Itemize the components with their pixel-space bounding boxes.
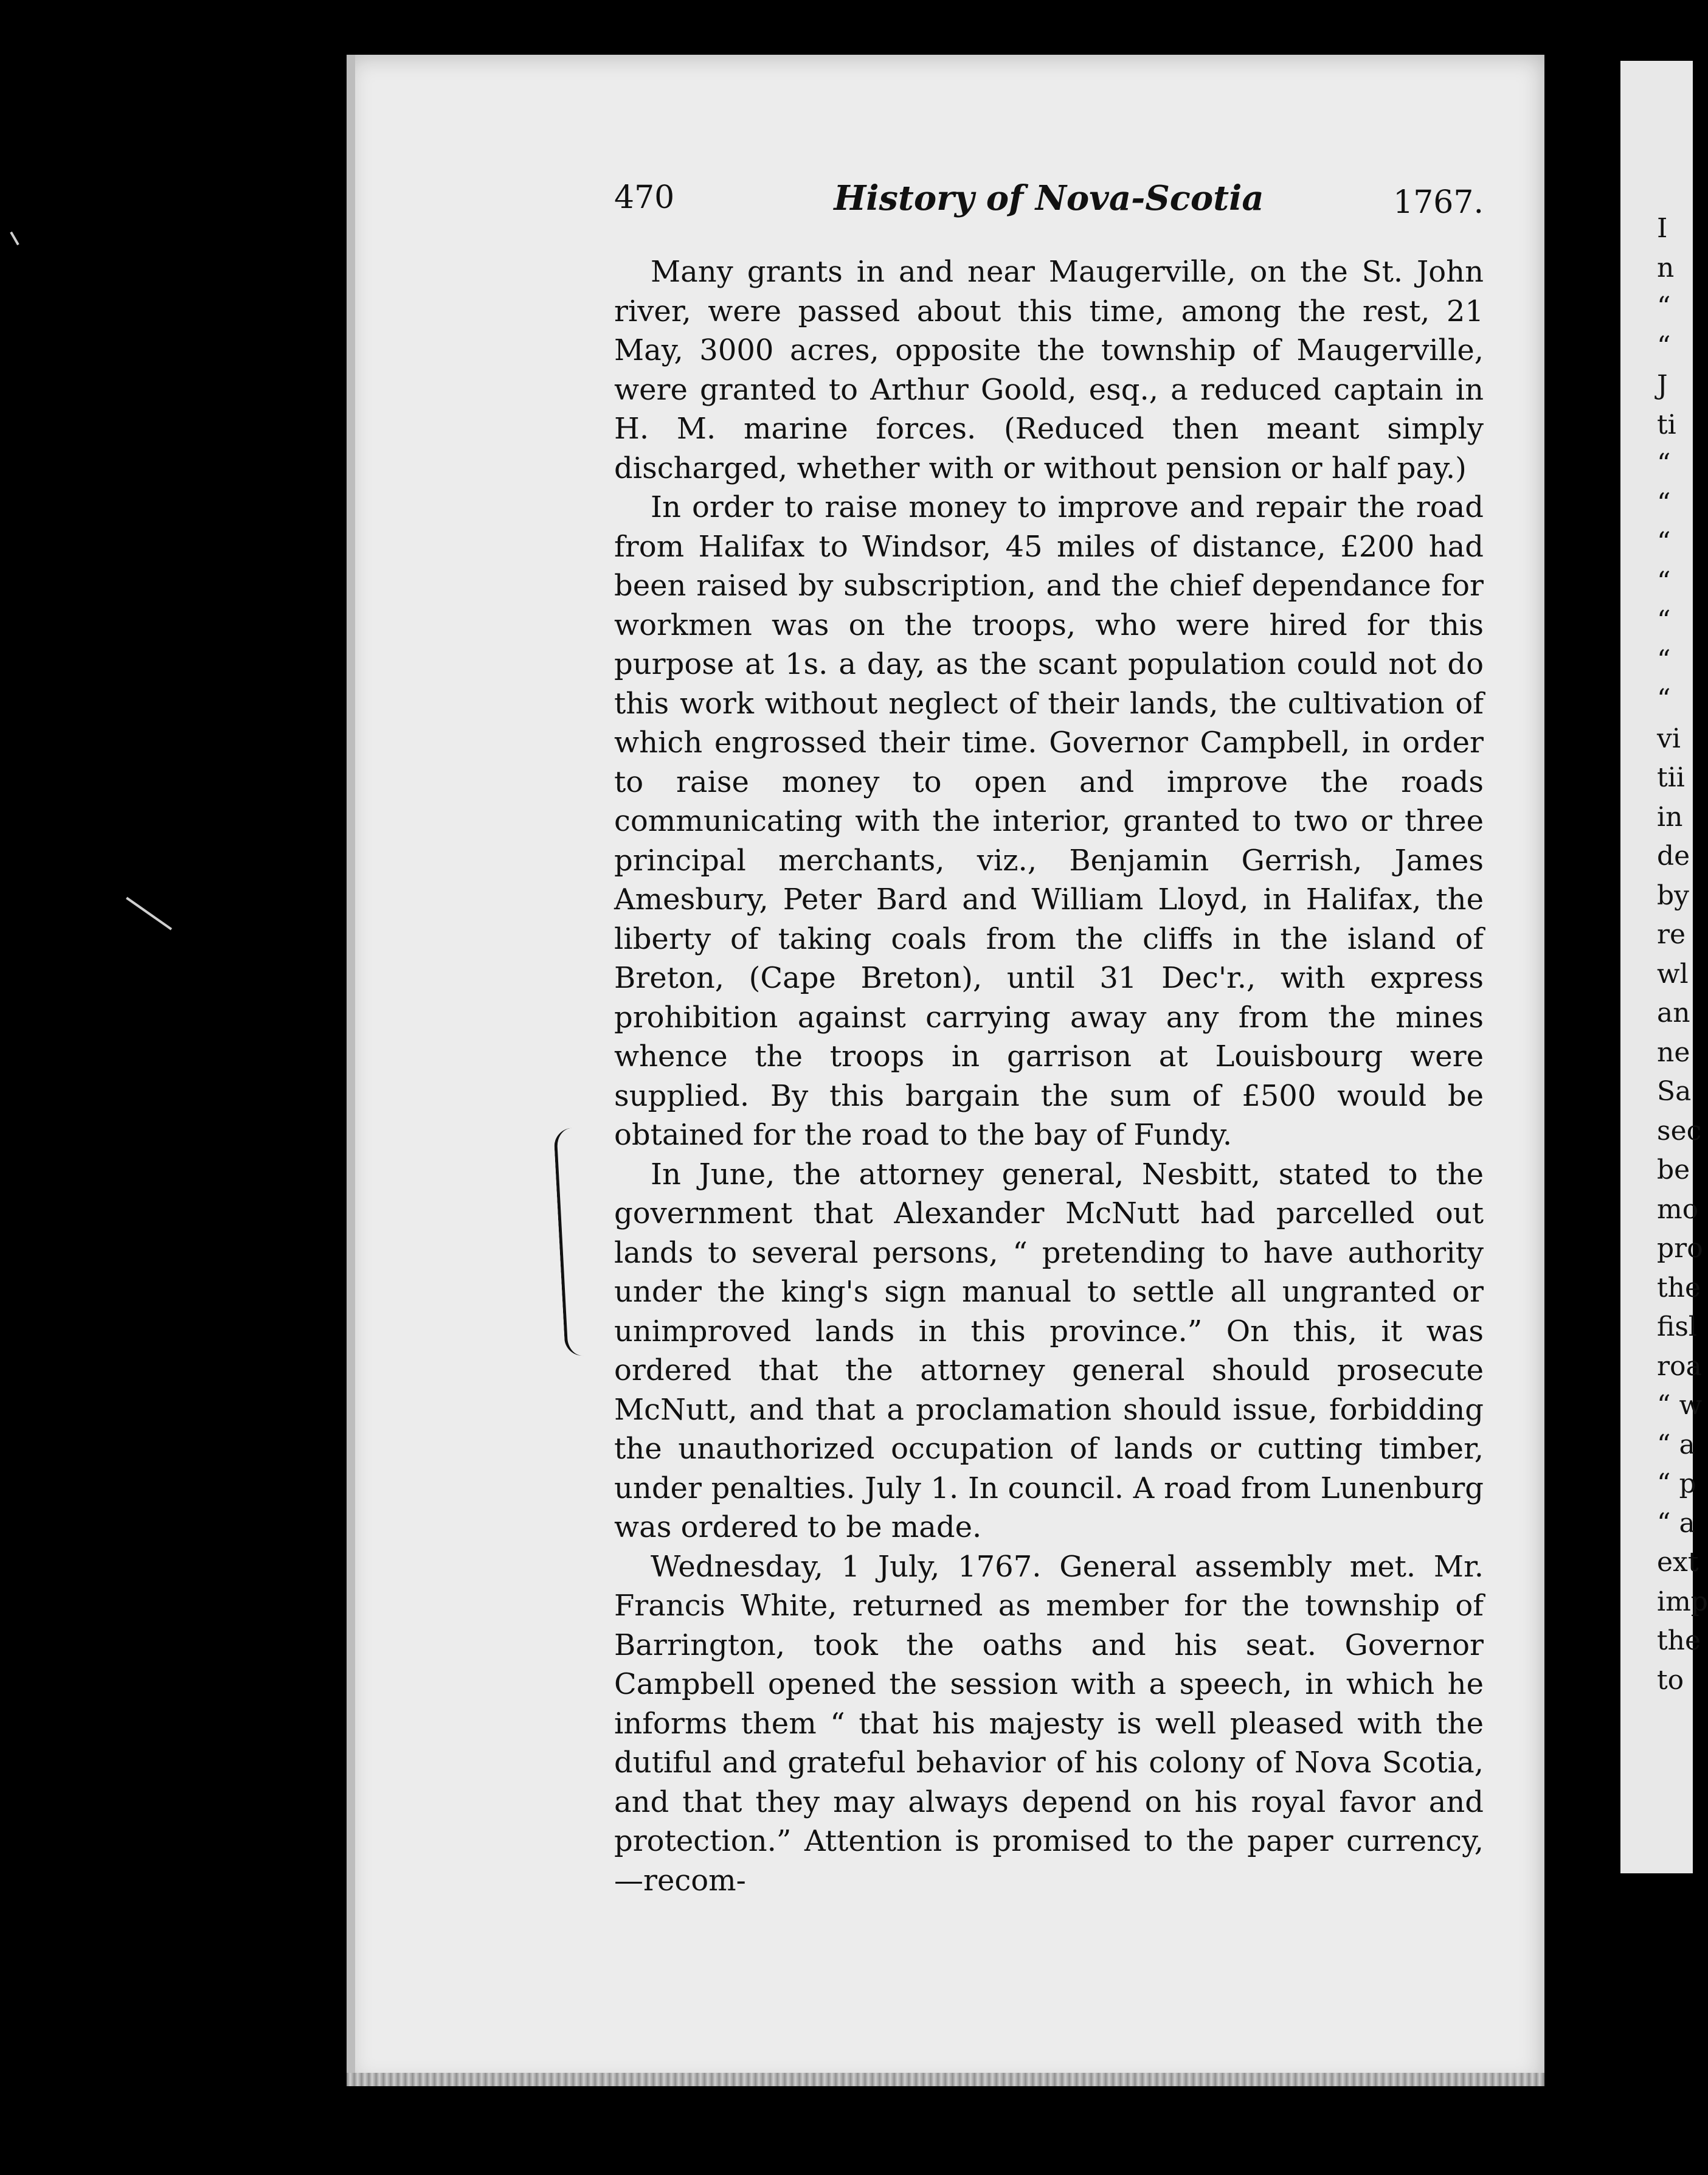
adjacent-page-fragment: “: [1657, 605, 1671, 636]
adjacent-page-fragment: “ w: [1657, 1390, 1703, 1421]
adjacent-page-fragment: be: [1657, 1154, 1690, 1185]
adjacent-page-fragment: an: [1657, 997, 1690, 1029]
page-gutter: [347, 55, 355, 2086]
adjacent-page-fragment: sec: [1657, 1115, 1702, 1146]
adjacent-page-fragment: pro: [1657, 1233, 1703, 1264]
adjacent-page-fragment: vi: [1657, 723, 1681, 754]
adjacent-page-fragment: the: [1657, 1272, 1701, 1303]
adjacent-page-fragment: “: [1657, 448, 1671, 479]
page-bottom-edge: [347, 2073, 1544, 2086]
adjacent-page-fragment: “: [1657, 527, 1671, 558]
adjacent-page-fragment: “: [1657, 566, 1671, 597]
adjacent-page-fragment: the: [1657, 1625, 1701, 1656]
paragraph: In order to raise money to improve and repair the road from Halifax to Windsor, 45 miles of distance, £200 had been raised by subscription, and the chief dependance for workmen was on the troops, who were hired for this purpose at 1s. a day, as the scant population could not do this work without neglect of their lands, the cultivation of which engrossed their time. Governor Campbell, in order to raise money to open and improve the roads communicating with the interior, granted to two or three principal merchants, viz., Benjamin Gerrish, James Amesbury, Peter Bard and William Lloyd, in Halifax, the liberty of taking coals from the cliffs in the island of Breton, (Cape Breton), until 31 Dec'r., with express prohibition against carrying away any from the mines whence the troops in garrison at Louisbourg were supplied. By this bargain the sum of £500 would be obtained for the road to the bay of Fundy.: [614, 490, 1484, 1152]
adjacent-page-fragment: “: [1657, 684, 1671, 715]
page-content: [614, 179, 1484, 1900]
adjacent-page-fragment: wl: [1657, 958, 1689, 990]
paragraph: In June, the attorney general, Nesbitt, stated to the government that Alexander McNutt had parcelled out lands to several persons, “ pretending to have authority under the king's sign manual to settle all ungranted or unimproved lands in this province.” On this, it was ordered that the attorney general should prosecute McNutt, and that a proclamation should issue, forbidding the unauthorized occupation of lands or cutting timber, under penalties. July 1. In council. A road from Lunenburg was ordered to be made.: [614, 1157, 1484, 1544]
adjacent-page-sliver: [1620, 61, 1708, 1873]
adjacent-page-fragment: “: [1657, 644, 1671, 676]
paragraph: Many grants in and near Maugerville, on the St. John river, were passed about this time, among the rest, 21 May, 3000 acres, opposite the township of Maugerville, were granted to Arthur Goold, esq., a reduced captain in H. M. marine forces. (Reduced then meant simply discharged, whether with or without pension or half pay.): [614, 255, 1484, 485]
adjacent-page-fragment: re: [1657, 919, 1686, 950]
adjacent-page-fragment: to: [1657, 1664, 1684, 1696]
running-year: 1767.: [1393, 184, 1484, 221]
adjacent-page-fragment: Sa: [1657, 1076, 1692, 1107]
adjacent-page-fragment: ext: [1657, 1547, 1699, 1578]
adjacent-page-fragment: “: [1657, 330, 1671, 362]
adjacent-page-fragment: mo: [1657, 1193, 1699, 1225]
adjacent-page-fragment: I: [1657, 213, 1668, 244]
adjacent-page-fragment: ne: [1657, 1036, 1690, 1068]
adjacent-page-fragment: by: [1657, 879, 1690, 911]
adjacent-page-fragment: de: [1657, 841, 1690, 872]
adjacent-page-fragment: fisl: [1657, 1311, 1697, 1342]
adjacent-page-fragment: J: [1657, 370, 1668, 401]
adjacent-page-fragment: roa: [1657, 1350, 1702, 1382]
scan-artifact: [10, 232, 19, 246]
adjacent-page-fragment: “ p: [1657, 1468, 1696, 1499]
adjacent-page-fragment: “ a: [1657, 1429, 1695, 1460]
adjacent-page-fragment: imp: [1657, 1586, 1708, 1617]
adjacent-page-fragment: ti: [1657, 409, 1676, 440]
book-page: [347, 55, 1544, 2086]
page-number: 470: [614, 179, 675, 216]
adjacent-page-fragment: “: [1657, 487, 1671, 519]
running-head: [614, 179, 1484, 252]
running-title: History of Nova-Scotia: [834, 178, 1264, 218]
adjacent-page-fragment: in: [1657, 801, 1683, 833]
body-text: [614, 252, 1484, 1900]
paragraph: Wednesday, 1 July, 1767. General assembly met. Mr. Francis White, returned as member for the township of Barrington, took the oaths and his seat. Governor Campbell opened the session with a speech, in which he informs them “ that his majesty is well pleased with the dutiful and grateful behavior of his colony of Nova Scotia, and that they may always depend on his royal favor and protection.” Attention is promised to the paper currency,—recom-: [614, 1549, 1484, 1898]
adjacent-page-fragment: “: [1657, 291, 1671, 322]
adjacent-page-fragment: tii: [1657, 762, 1685, 793]
scan-artifact: [126, 897, 172, 931]
adjacent-page-fragment: n: [1657, 252, 1675, 283]
adjacent-page-fragment: “ a: [1657, 1507, 1695, 1539]
